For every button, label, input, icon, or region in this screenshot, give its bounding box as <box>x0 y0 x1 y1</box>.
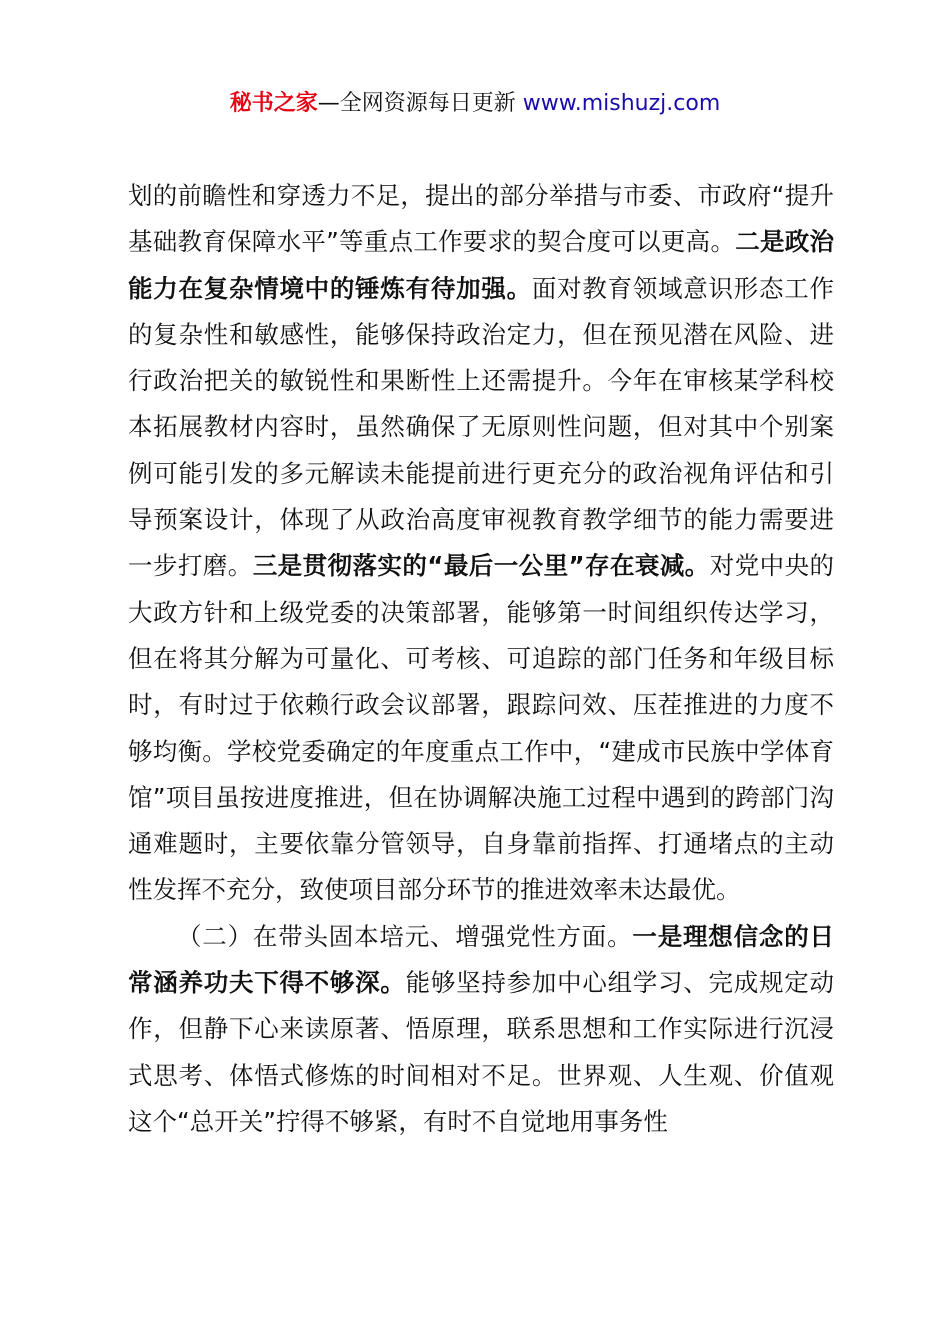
paragraph-section-two <box>128 914 834 1145</box>
heading-point-one: 一是理想信念的日常涵养功夫下得不够深。 <box>128 921 835 998</box>
site-url-link[interactable]: www.mishuzj.com <box>522 91 721 116</box>
text-segment: 划的前瞻性和穿透力不足，提出的部分举措与市委、市政府“提升基础教育保障水平”等重点工作要求的契合度可以更高。 <box>128 181 834 257</box>
document-body <box>128 173 834 1145</box>
heading-point-two: 二是政治能力在复杂情境中的锤炼有待加强。 <box>128 227 835 303</box>
text-segment: 面对教育领域意识形态工作的复杂性和敏感性，能够保持政治定力，但在预见潜在风险、进行政治把关的敏锐性和果断性上还需提升。今年在审核某学科校本拓展教材内容时，虽然确保了无原则性问题，但对其中个别案例可能引发的多元解读未能提前进行更充分的政治视角评估和引导预案设计，体现了从政治高度审视教育教学细节的能力需要进一步打磨。 <box>128 273 835 581</box>
text-segment: 对党中央的大政方针和上级党委的决策部署，能够第一时间组织传达学习，但在将其分解为可量化、可考核、可追踪的部门任务和年级目标时，有时过于依赖行政会议部署，跟踪问效、压茬推进的力度不够均衡。学校党委确定的年度重点工作中，“建成市民族中学体育馆”项目虽按进度推进，但在协调解决施工过程中遇到的跨部门沟通难题时，主要依靠分管领导，自身靠前指挥、打通堵点的主动性发挥不充分，致使项目部分环节的推进效率未达最优。 <box>128 551 835 905</box>
header-tagline: —全网资源每日更新 <box>317 91 523 116</box>
brand-name: 秘书之家 <box>229 91 318 116</box>
paragraph-continued <box>128 173 834 914</box>
heading-point-three: 三是贯彻落实的“最后一公里”存在衰减。 <box>252 551 710 581</box>
section-heading: （二）在带头固本培元、增强党性方面。 <box>177 921 633 951</box>
page-header <box>0 88 950 120</box>
text-segment: 能够坚持参加中心组学习、完成规定动作，但静下心来读原著、悟原理，联系思想和工作实际进行沉浸式思考、体悟式修炼的时间相对不足。世界观、人生观、价值观这个“总开关”拧得不够紧，有时不自觉地用事务性 <box>128 968 835 1136</box>
